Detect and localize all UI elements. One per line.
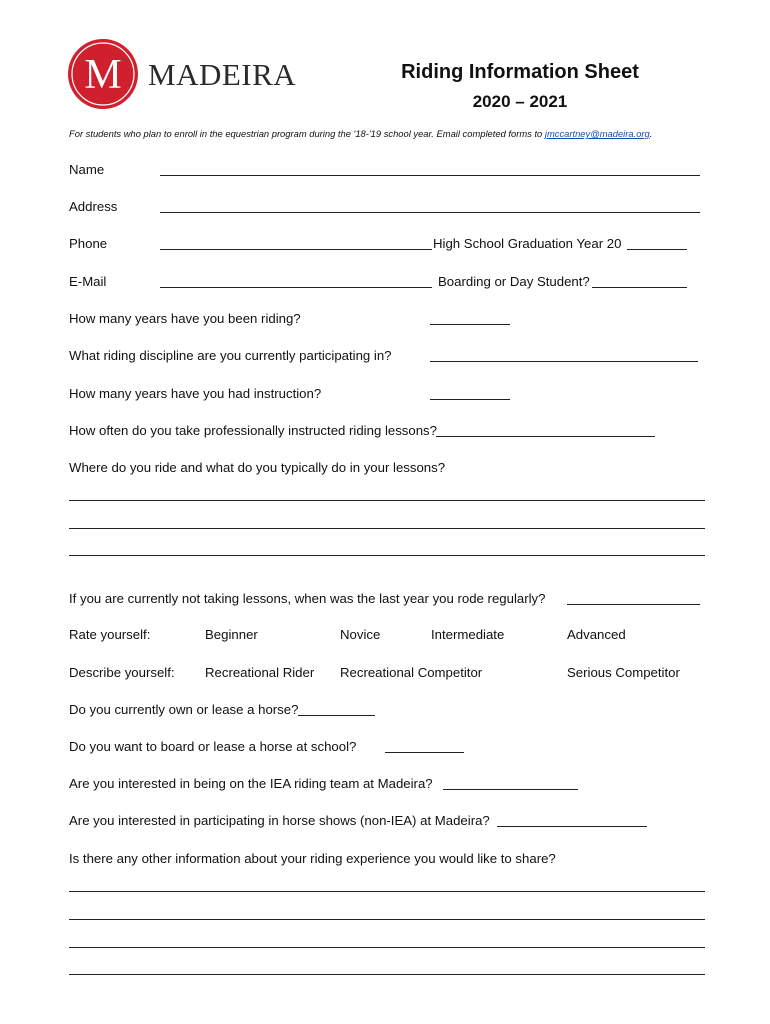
boarding-field[interactable] [592, 287, 687, 288]
other-info-line-2[interactable] [69, 919, 705, 920]
other-info-line-3[interactable] [69, 947, 705, 948]
describe-option-serious-competitor[interactable]: Serious Competitor [567, 665, 680, 680]
other-info-question: Is there any other information about your riding experience you would like to share? [69, 851, 556, 866]
board-lease-field[interactable] [385, 752, 464, 753]
discipline-question: What riding discipline are you currently participating in? [69, 348, 392, 363]
discipline-field[interactable] [430, 361, 698, 362]
iea-field[interactable] [443, 789, 578, 790]
name-field[interactable] [160, 175, 700, 176]
rate-option-beginner[interactable]: Beginner [205, 627, 258, 642]
own-lease-question: Do you currently own or lease a horse? [69, 702, 299, 717]
other-info-line-4[interactable] [69, 974, 705, 975]
where-ride-line-3[interactable] [69, 555, 705, 556]
rate-option-advanced[interactable]: Advanced [567, 627, 626, 642]
address-field[interactable] [160, 212, 700, 213]
own-lease-field[interactable] [298, 715, 375, 716]
horse-shows-question: Are you interested in participating in horse shows (non-IEA) at Madeira? [69, 813, 490, 828]
horse-shows-field[interactable] [497, 826, 647, 827]
iea-question: Are you interested in being on the IEA riding team at Madeira? [69, 776, 433, 791]
boarding-label: Boarding or Day Student? [438, 274, 590, 289]
other-info-line-1[interactable] [69, 891, 705, 892]
years-riding-field[interactable] [430, 324, 510, 325]
where-ride-line-1[interactable] [69, 500, 705, 501]
name-label: Name [69, 162, 105, 177]
lesson-frequency-field[interactable] [436, 436, 655, 437]
svg-text:M: M [84, 52, 122, 98]
board-lease-question: Do you want to board or lease a horse at school? [69, 739, 357, 754]
where-ride-question: Where do you ride and what do you typically do in your lessons? [69, 460, 446, 475]
address-label: Address [69, 199, 118, 214]
rate-option-novice[interactable]: Novice [340, 627, 381, 642]
brand-name: MADEIRA [148, 57, 297, 92]
phone-field[interactable] [160, 249, 432, 250]
grad-year-field[interactable] [627, 249, 687, 250]
years-instruction-field[interactable] [430, 399, 510, 400]
lesson-frequency-question: How often do you take professionally instructed riding lessons? [69, 423, 437, 438]
where-ride-line-2[interactable] [69, 528, 705, 529]
madeira-logo [67, 38, 139, 110]
years-riding-question: How many years have you been riding? [69, 311, 301, 326]
email-label: E-Mail [69, 274, 107, 289]
school-years: 2020 – 2021 [472, 92, 568, 111]
page-title: Riding Information Sheet [401, 61, 639, 83]
years-instruction-question: How many years have you had instruction? [69, 386, 322, 401]
email-field[interactable] [160, 287, 432, 288]
describe-option-recreational-rider[interactable]: Recreational Rider [205, 665, 315, 680]
email-link[interactable]: jmccartney@madeira.org [544, 128, 650, 139]
rate-label: Rate yourself: [69, 627, 151, 642]
intro-text: For students who plan to enroll in the equestrian program during the '18-'19 school year. Email completed forms to jmccartney@madeira.org. [69, 128, 653, 139]
rate-option-intermediate[interactable]: Intermediate [431, 627, 505, 642]
phone-label: Phone [69, 236, 108, 251]
describe-option-recreational-competitor[interactable]: Recreational Competitor [340, 665, 483, 680]
last-year-question: If you are currently not taking lessons, when was the last year you rode regularly? [69, 591, 546, 606]
last-year-field[interactable] [567, 604, 700, 605]
describe-label: Describe yourself: [69, 665, 175, 680]
grad-year-label: High School Graduation Year 20 [433, 236, 622, 251]
